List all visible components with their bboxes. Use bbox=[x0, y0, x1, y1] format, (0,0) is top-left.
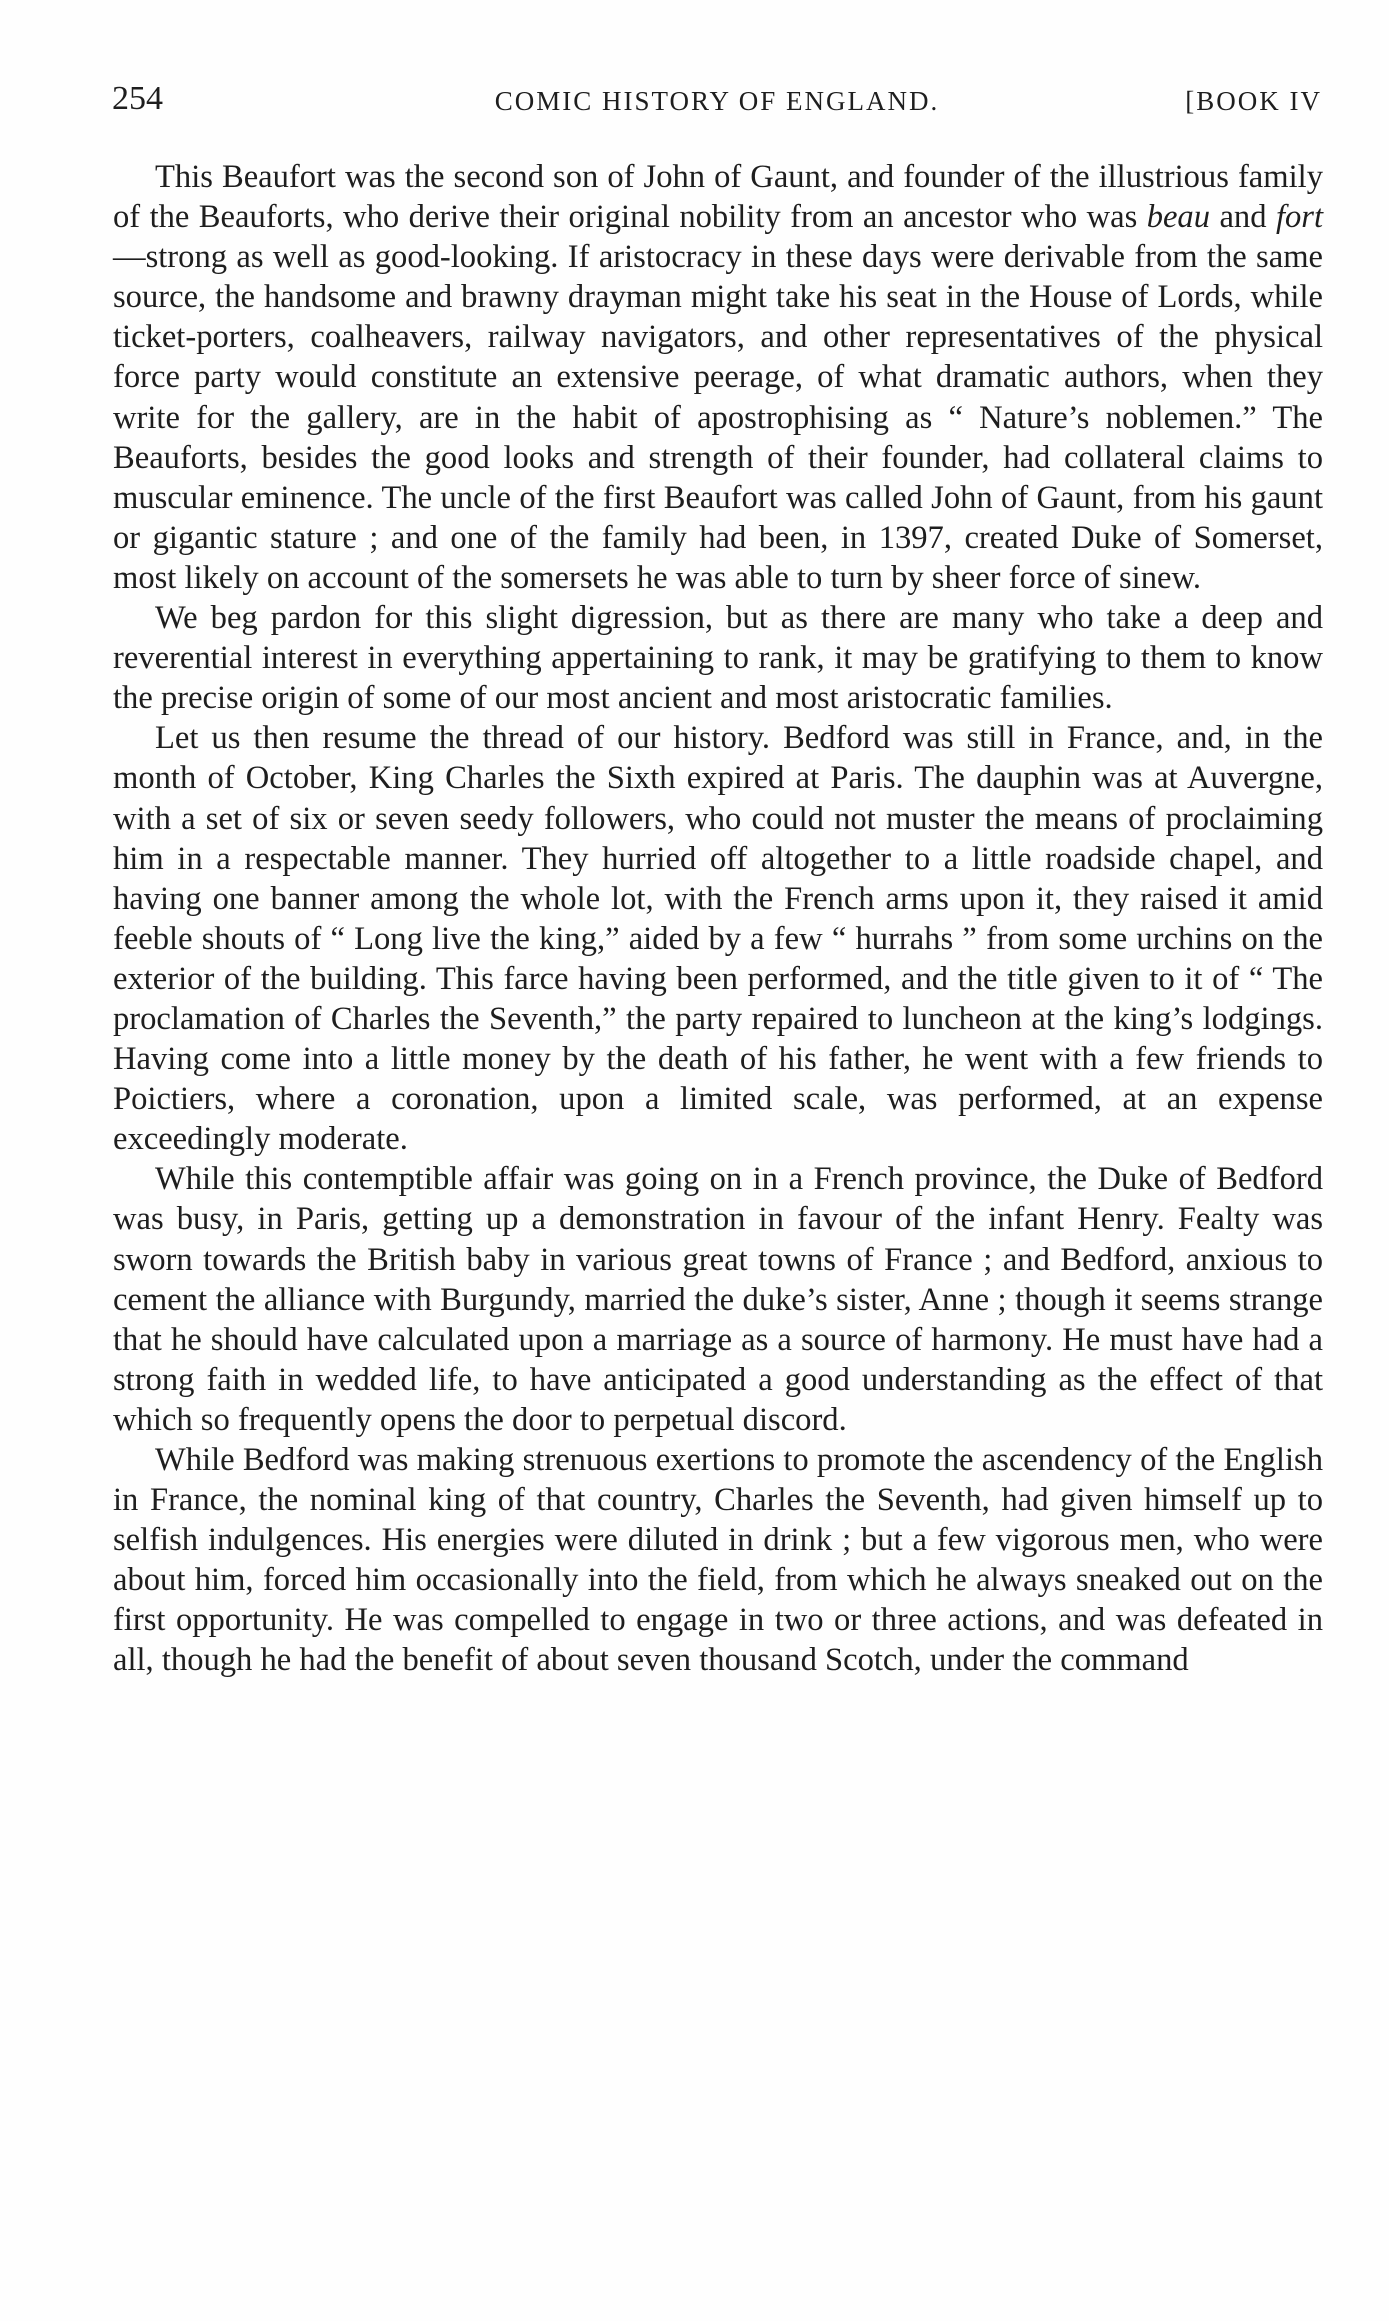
italic-word-beau: beau bbox=[1146, 199, 1211, 236]
paragraph-3: Let us then resume the thread of our history. Bedford was still in France, and, in the month of October, King Charles the Sixth expired at Paris. The dauphin was at Auvergne, with a set of six or seven seedy followers, who could not muster the means of proclaiming him in a respectable manner. They hurried off altogether to a little roadside chapel, and having one banner among the whole lot, with the French arms upon it, they raised it amid feeble shouts of “ Long live the king,” aided by a few “ hurrahs ” from some urchins on the exterior of the building. This farce having been performed, and the title given to it of “ The proclamation of Charles the Seventh,” the party repaired to luncheon at the king’s lodgings. Having come into a little money by the death of his father, he went with a few friends to Poictiers, where a coronation, upon a limited scale, was performed, at an expense exceedingly moderate. bbox=[113, 720, 1323, 1158]
paragraph-5: While Bedford was making strenuous exertions to promote the ascendency of the English in France, the nominal king of that country, Charles the Seventh, had given himself up to selfish indulgences. His energies were diluted in drink ; but a few vigorous men, who were about him, forced him occasionally into the field, from which he always sneaked out on the first opportunity. He was compelled to engage in two or three actions, and was defeated in all, though he had the benefit of about seven thousand Scotch, under the command bbox=[113, 1442, 1323, 1679]
paragraph-1-text-a: This Beaufort was the second son of John of Gaunt, and founder of the illustrious family of the Beauforts, who derive their original nobility from an ancestor who was bbox=[113, 159, 1323, 236]
paragraph-1-text-c: —strong as well as good-looking. If aristocracy in these days were derivable from the same source, the handsome and brawny drayman might take his seat in the House of Lords, while ticket-porters, coalheavers, railway navigators, and other representatives of the physical force party would constitute an extensive peerage, of what dramatic authors, when they write for the gallery, are in the habit of apostrophising as “ Nature’s noblemen.” The Beauforts, besides the good looks and strength of their founder, had collateral claims to muscular eminence. The uncle of the first Beaufort was called John of Gaunt, from his gaunt or gigantic stature ; and one of the family had been, in 1397, created Duke of Somerset, most likely on account of the somersets he was able to turn by sheer force of sinew. bbox=[113, 239, 1323, 596]
paragraph-4: While this contemptible affair was going on in a French province, the Duke of Bedford was busy, in Paris, getting up a demonstration in favour of the infant Henry. Fealty was sworn towards the British baby in various great towns of France ; and Bedford, anxious to cement the alliance with Burgundy, married the duke’s sister, Anne ; though it seems strange that he should have calculated upon a marriage as a source of harmony. He must have had a strong faith in wedded life, to have anticipated a good understanding as the effect of that which so frequently opens the door to perpetual discord. bbox=[113, 1161, 1323, 1438]
body-text bbox=[113, 157, 1323, 1681]
running-header bbox=[112, 80, 1322, 124]
book-label: [BOOK IV bbox=[1185, 86, 1322, 116]
italic-word-fort: fort bbox=[1275, 199, 1324, 236]
paragraph-1 bbox=[113, 157, 1323, 598]
page-number: 254 bbox=[112, 80, 163, 117]
paragraph-2: We beg pardon for this slight digression, but as there are many who take a deep and reverential interest in everything appertaining to rank, it may be gratifying to them to know the precise origin of some of our most ancient and most aristocratic families. bbox=[113, 600, 1323, 717]
running-title: COMIC HISTORY OF ENGLAND. bbox=[494, 86, 940, 116]
paragraph-1-text-b: and bbox=[1210, 199, 1276, 236]
